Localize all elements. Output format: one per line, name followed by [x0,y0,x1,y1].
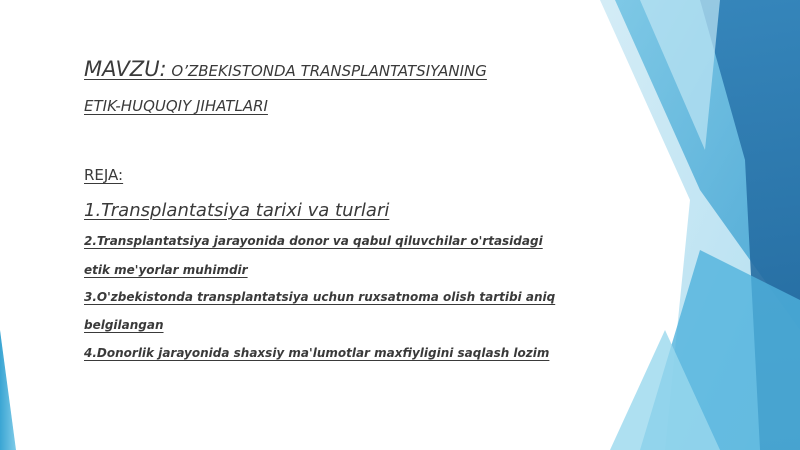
plan-heading: REJA: [84,166,124,184]
plan-item-2-line-2: etik me'yorlar muhimdir [84,263,248,277]
slide-content [84,0,644,450]
title-line-2: ETIK-HUQUQIY JIHATLARI [84,97,268,115]
title-text: O’ZBEKISTONDA TRANSPLANTATSIYANING [166,62,487,80]
plan-item-3-line-1: 3.O'zbekistonda transplantatsiya uchun ruxsatnoma olish tartibi aniq [84,290,556,304]
plan-item-3-line-2: belgilangan [84,318,164,332]
plan-item-2-line-1: 2.Transplantatsiya jarayonida donor va qabul qiluvchilar o'rtasidagi [84,234,543,248]
plan-item-4: 4.Donorlik jarayonida shaxsiy ma'lumotlar maxfiyligini saqlash lozim [84,346,550,360]
plan-item-1: 1.Transplantatsiya tarixi va turlari [84,200,390,221]
title-line-1 [84,57,487,81]
title-prefix: MAVZU: [84,57,167,81]
left-edge-sliver [0,330,16,450]
